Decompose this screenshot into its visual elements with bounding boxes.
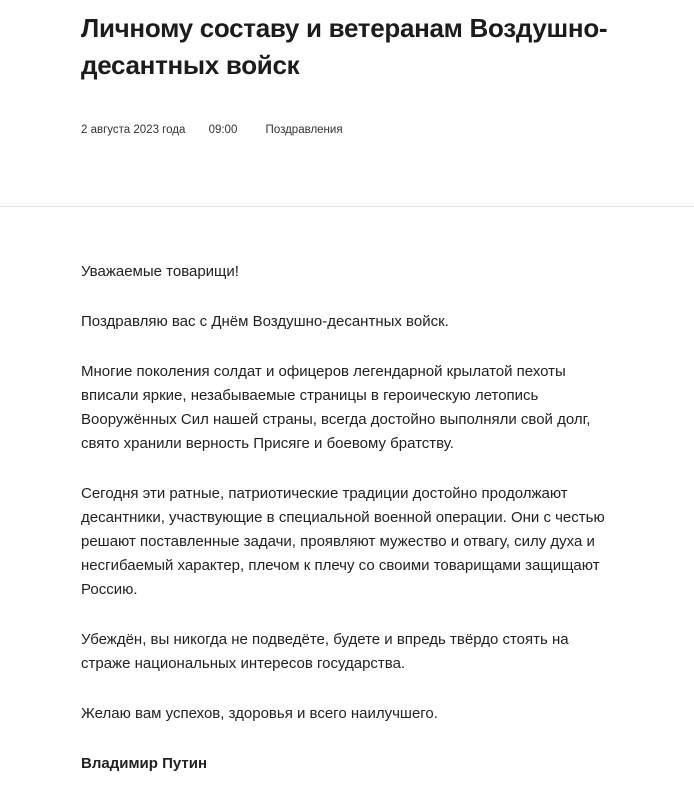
publish-time: 09:00 bbox=[208, 124, 238, 136]
body-paragraph-3: Сегодня эти ратные, патриотические традиции достойно продолжают десантники, участвующие в специальной военной операции. Они с честью решают поставленные задачи, проявляют мужество и отвагу, силу духа и несгибаемый характер, плечом к плечу со своими товарищами защищают Россию. bbox=[81, 485, 605, 598]
body-paragraph-5: Желаю вам успехов, здоровья и всего наилучшего. bbox=[81, 705, 438, 722]
body-paragraph-2: Многие поколения солдат и офицеров легендарной крылатой пехоты вписали яркие, незабываемые страницы в героическую летопись Вооружённых Сил нашей страны, всегда достойно выполняли свой долг, свято хранили верность Присяге и боевому братству. bbox=[81, 363, 591, 452]
greeting-paragraph: Уважаемые товарищи! bbox=[81, 263, 239, 280]
publish-date: 2 августа 2023 года bbox=[81, 124, 186, 136]
body-paragraph-4: Убеждён, вы никогда не подведёте, будете и впредь твёрдо стоять на страже национальных интересов государства. bbox=[81, 631, 569, 672]
signature: Владимир Путин bbox=[81, 755, 208, 772]
article-header bbox=[0, 0, 694, 207]
article-body bbox=[81, 260, 621, 802]
body-paragraph-1: Поздравляю вас с Днём Воздушно-десантных войск. bbox=[81, 313, 449, 330]
page-title: Личному составу и ветеранам Воздушно-десантных войск bbox=[81, 13, 608, 80]
category-link[interactable]: Поздравления bbox=[265, 124, 343, 136]
article-meta bbox=[81, 123, 343, 137]
